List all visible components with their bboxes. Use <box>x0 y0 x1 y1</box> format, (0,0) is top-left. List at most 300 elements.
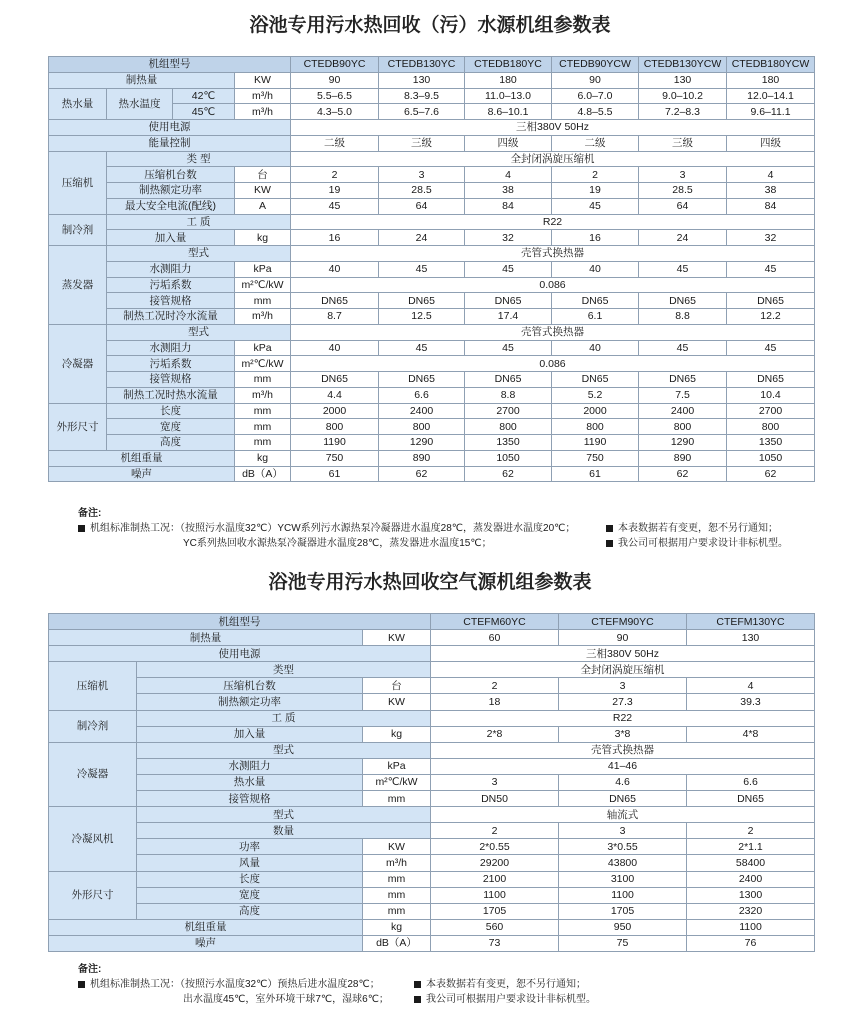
value-cell: 24 <box>379 230 465 246</box>
value-cell: R22 <box>431 710 815 726</box>
value-cell: 8.8 <box>639 309 727 325</box>
value-cell: 45 <box>379 340 465 356</box>
value-cell: DN65 <box>291 293 379 309</box>
value-cell: 950 <box>559 919 687 935</box>
bullet-icon <box>414 981 421 988</box>
value-cell: DN65 <box>559 791 687 807</box>
value-cell: 2 <box>431 823 559 839</box>
value-cell: DN65 <box>687 791 815 807</box>
table-row <box>49 742 815 758</box>
water-source-spec-table <box>48 56 815 482</box>
value-cell: 轴流式 <box>431 807 815 823</box>
value-cell: 1350 <box>727 435 815 451</box>
unit-cell: KW <box>363 630 431 646</box>
group-label: 压缩机 <box>49 662 137 710</box>
value-cell: 5.5–6.5 <box>291 88 379 104</box>
group-label: 热水量 <box>49 88 107 120</box>
value-cell: 8.6–10.1 <box>465 104 552 120</box>
value-cell: 41–46 <box>431 758 815 774</box>
table-row <box>49 135 815 151</box>
model-label: 机组型号 <box>49 614 431 630</box>
value-cell: 84 <box>727 198 815 214</box>
unit-cell: kg <box>235 450 291 466</box>
row-label: 污垢系数 <box>107 277 235 293</box>
value-cell: 64 <box>379 198 465 214</box>
unit-cell: mm <box>363 871 431 887</box>
row-label: 风量 <box>137 855 363 871</box>
value-cell: 32 <box>727 230 815 246</box>
table-row <box>49 277 815 293</box>
value-cell: 3 <box>639 167 727 183</box>
value-cell: 32 <box>465 230 552 246</box>
value-cell: 4.3–5.0 <box>291 104 379 120</box>
value-cell: DN65 <box>639 293 727 309</box>
row-label: 制热工况时冷水流量 <box>107 309 235 325</box>
table-row <box>49 807 815 823</box>
table-row <box>49 324 815 340</box>
table-row <box>49 726 815 742</box>
value-cell: 2320 <box>687 903 815 919</box>
bullet-icon <box>606 540 613 547</box>
value-cell: 8.3–9.5 <box>379 88 465 104</box>
unit-cell: mm <box>235 293 291 309</box>
value-cell: 45 <box>291 198 379 214</box>
value-cell: 75 <box>559 935 687 951</box>
row-label: 高度 <box>137 903 363 919</box>
unit-cell: kg <box>363 919 431 935</box>
row-label: 接管规格 <box>107 293 235 309</box>
value-cell: 3 <box>559 823 687 839</box>
note-text: 本表数据若有变更，恕不另行通知； <box>618 523 778 534</box>
value-cell: 四级 <box>465 135 552 151</box>
unit-cell: m³/h <box>235 387 291 403</box>
value-cell: 12.2 <box>727 309 815 325</box>
value-cell: DN65 <box>552 372 639 388</box>
notes-title: 备注: <box>78 508 102 519</box>
row-label: 宽度 <box>107 419 235 435</box>
row-label: 加入量 <box>137 726 363 742</box>
table-row <box>49 88 815 104</box>
model-cell: CTEFM90YC <box>559 614 687 630</box>
value-cell: 10.4 <box>727 387 815 403</box>
table-row <box>49 293 815 309</box>
value-cell: 800 <box>379 419 465 435</box>
row-label: 型式 <box>137 807 431 823</box>
table-row <box>49 630 815 646</box>
model-cell: CTEDB180YCW <box>727 57 815 73</box>
row-label: 热水温度 <box>107 88 173 120</box>
value-cell: 1705 <box>431 903 559 919</box>
row-label: 长度 <box>137 871 363 887</box>
value-cell: 62 <box>465 466 552 482</box>
unit-cell: m²℃/kW <box>363 774 431 790</box>
row-label: 机组重量 <box>49 919 363 935</box>
notes-right <box>606 521 821 551</box>
value-cell: 全封闭涡旋压缩机 <box>431 662 815 678</box>
row-label: 型式 <box>137 742 431 758</box>
table-row <box>49 246 815 262</box>
value-cell: 7.2–8.3 <box>639 104 727 120</box>
unit-cell: dB（A） <box>363 935 431 951</box>
value-cell: 全封闭涡旋压缩机 <box>291 151 815 167</box>
value-cell: 2400 <box>639 403 727 419</box>
table-row <box>49 309 815 325</box>
value-cell: 三级 <box>379 135 465 151</box>
unit-cell: m³/h <box>363 855 431 871</box>
value-cell: 2*0.55 <box>431 839 559 855</box>
value-cell: 二级 <box>552 135 639 151</box>
note-text: 机组标准制热工况：（按照污水温度32℃）预热后进水温度28℃； <box>90 979 380 990</box>
value-cell: 3*0.55 <box>559 839 687 855</box>
notes-left <box>78 977 408 1007</box>
table-row <box>49 57 815 73</box>
model-label: 机组型号 <box>49 57 291 73</box>
table-row <box>49 662 815 678</box>
value-cell: DN50 <box>431 791 559 807</box>
value-cell: 28.5 <box>639 183 727 199</box>
value-cell: 2400 <box>379 403 465 419</box>
group-label: 冷凝风机 <box>49 807 137 871</box>
table-row <box>49 387 815 403</box>
row-label: 加入量 <box>107 230 235 246</box>
value-cell: 19 <box>552 183 639 199</box>
row-label: 制热量 <box>49 72 235 88</box>
value-cell: 4.4 <box>291 387 379 403</box>
value-cell: 2400 <box>687 871 815 887</box>
unit-cell: m³/h <box>235 309 291 325</box>
unit-cell: m²℃/kW <box>235 277 291 293</box>
unit-cell: 台 <box>363 678 431 694</box>
value-cell: 4.8–5.5 <box>552 104 639 120</box>
value-cell: 45 <box>727 340 815 356</box>
note-text: 我公司可根据用户要求设计非标机型。 <box>618 538 788 549</box>
value-cell: 三相380V 50Hz <box>291 120 815 136</box>
value-cell: 16 <box>552 230 639 246</box>
row-label: 高度 <box>107 435 235 451</box>
value-cell: 3 <box>379 167 465 183</box>
value-cell: 1100 <box>431 887 559 903</box>
group-label: 制冷剂 <box>49 710 137 742</box>
value-cell: 1705 <box>559 903 687 919</box>
unit-cell: mm <box>235 419 291 435</box>
table1-title: 浴池专用污水热回收（污）水源机组参数表 <box>249 14 611 36</box>
row-label: 类 型 <box>107 151 291 167</box>
table1-notes <box>78 506 818 549</box>
table-row <box>49 214 815 230</box>
value-cell: 9.6–11.1 <box>727 104 815 120</box>
value-cell: 130 <box>379 72 465 88</box>
table-row <box>49 614 815 630</box>
value-cell: 2000 <box>552 403 639 419</box>
group-label: 外形尺寸 <box>49 403 107 450</box>
value-cell: 11.0–13.0 <box>465 88 552 104</box>
value-cell: 40 <box>291 261 379 277</box>
notes-left <box>78 521 598 551</box>
table-row <box>49 919 815 935</box>
unit-cell: kPa <box>363 758 431 774</box>
value-cell: 6.6 <box>687 774 815 790</box>
row-label: 水测阻力 <box>107 261 235 277</box>
table-row <box>49 758 815 774</box>
row-label: 噪声 <box>49 935 363 951</box>
group-label: 冷凝器 <box>49 742 137 806</box>
unit-cell: dB（A） <box>235 466 291 482</box>
value-cell: 40 <box>291 340 379 356</box>
value-cell: 750 <box>552 450 639 466</box>
table-row <box>49 871 815 887</box>
value-cell: 1350 <box>465 435 552 451</box>
row-label: 水测阻力 <box>107 340 235 356</box>
value-cell: 62 <box>727 466 815 482</box>
value-cell: 6.1 <box>552 309 639 325</box>
value-cell: 4 <box>727 167 815 183</box>
value-cell: 130 <box>639 72 727 88</box>
model-cell: CTEDB90YCW <box>552 57 639 73</box>
value-cell: 28.5 <box>379 183 465 199</box>
value-cell: 64 <box>639 198 727 214</box>
value-cell: 800 <box>727 419 815 435</box>
model-cell: CTEDB130YC <box>379 57 465 73</box>
value-cell: 180 <box>465 72 552 88</box>
group-label: 外形尺寸 <box>49 871 137 919</box>
value-cell: 三级 <box>639 135 727 151</box>
unit-cell: mm <box>235 372 291 388</box>
unit-cell: kg <box>363 726 431 742</box>
value-cell: 39.3 <box>687 694 815 710</box>
row-label: 制热量 <box>49 630 363 646</box>
value-cell: 130 <box>687 630 815 646</box>
note-text: 本表数据若有变更，恕不另行通知； <box>426 979 586 990</box>
note-text: 机组标准制热工况：（按照污水温度32℃）YCW系列污水源热泵冷凝器进水温度28℃，蒸发器进水温度20℃； <box>90 523 576 534</box>
value-cell: 1290 <box>379 435 465 451</box>
row-label: 数量 <box>137 823 431 839</box>
value-cell: 180 <box>727 72 815 88</box>
row-label: 长度 <box>107 403 235 419</box>
value-cell: 45 <box>639 261 727 277</box>
table-row <box>49 450 815 466</box>
unit-cell: mm <box>363 791 431 807</box>
value-cell: 61 <box>291 466 379 482</box>
row-label: 45℃ <box>173 104 235 120</box>
row-label: 制热工况时热水流量 <box>107 387 235 403</box>
value-cell: 3 <box>559 678 687 694</box>
value-cell: 29200 <box>431 855 559 871</box>
unit-cell: kPa <box>235 261 291 277</box>
table-row <box>49 261 815 277</box>
value-cell: 4.6 <box>559 774 687 790</box>
value-cell: 9.0–10.2 <box>639 88 727 104</box>
value-cell: 62 <box>639 466 727 482</box>
note-text: 我公司可根据用户要求设计非标机型。 <box>426 994 596 1005</box>
value-cell: 45 <box>465 340 552 356</box>
value-cell: 560 <box>431 919 559 935</box>
value-cell: 90 <box>291 72 379 88</box>
model-cell: CTEDB90YC <box>291 57 379 73</box>
value-cell: 12.5 <box>379 309 465 325</box>
value-cell: 2000 <box>291 403 379 419</box>
table-row <box>49 403 815 419</box>
notes-title: 备注: <box>78 964 102 975</box>
value-cell: 43800 <box>559 855 687 871</box>
value-cell: 1050 <box>727 450 815 466</box>
row-label: 型式 <box>107 246 291 262</box>
unit-cell: KW <box>235 72 291 88</box>
row-label: 接管规格 <box>107 372 235 388</box>
table-row <box>49 198 815 214</box>
value-cell: 2100 <box>431 871 559 887</box>
row-label: 热水量 <box>137 774 363 790</box>
unit-cell: m³/h <box>235 88 291 104</box>
value-cell: 16 <box>291 230 379 246</box>
row-label: 制热额定功率 <box>137 694 363 710</box>
value-cell: DN65 <box>552 293 639 309</box>
value-cell: 8.8 <box>465 387 552 403</box>
value-cell: 6.5–7.6 <box>379 104 465 120</box>
value-cell: 2 <box>431 678 559 694</box>
row-label: 制热额定功率 <box>107 183 235 199</box>
row-label: 工 质 <box>137 710 431 726</box>
value-cell: 四级 <box>727 135 815 151</box>
row-label: 最大安全电流(配线) <box>107 198 235 214</box>
value-cell: DN65 <box>465 293 552 309</box>
value-cell: 750 <box>291 450 379 466</box>
group-label: 压缩机 <box>49 151 107 214</box>
value-cell: 24 <box>639 230 727 246</box>
value-cell: 壳管式换热器 <box>431 742 815 758</box>
value-cell: 45 <box>727 261 815 277</box>
value-cell: DN65 <box>291 372 379 388</box>
value-cell: 2*8 <box>431 726 559 742</box>
value-cell: 19 <box>291 183 379 199</box>
value-cell: 800 <box>552 419 639 435</box>
value-cell: 2*1.1 <box>687 839 815 855</box>
value-cell: 73 <box>431 935 559 951</box>
table-row <box>49 466 815 482</box>
value-cell: 1290 <box>639 435 727 451</box>
value-cell: 12.0–14.1 <box>727 88 815 104</box>
value-cell: 6.0–7.0 <box>552 88 639 104</box>
value-cell: DN65 <box>379 293 465 309</box>
value-cell: DN65 <box>379 372 465 388</box>
value-cell: 58400 <box>687 855 815 871</box>
value-cell: 壳管式换热器 <box>291 324 815 340</box>
row-label: 接管规格 <box>137 791 363 807</box>
value-cell: 45 <box>465 261 552 277</box>
table-row <box>49 823 815 839</box>
value-cell: 61 <box>552 466 639 482</box>
value-cell: 壳管式换热器 <box>291 246 815 262</box>
value-cell: 4 <box>687 678 815 694</box>
bullet-icon <box>78 525 85 532</box>
value-cell: 90 <box>552 72 639 88</box>
row-label: 工 质 <box>107 214 291 230</box>
table-row <box>49 340 815 356</box>
value-cell: 2 <box>552 167 639 183</box>
value-cell: R22 <box>291 214 815 230</box>
unit-cell: KW <box>235 183 291 199</box>
table-row <box>49 903 815 919</box>
unit-cell: kPa <box>235 340 291 356</box>
value-cell: 60 <box>431 630 559 646</box>
value-cell: 1100 <box>559 887 687 903</box>
table-row <box>49 120 815 136</box>
unit-cell: mm <box>363 887 431 903</box>
row-label: 型式 <box>107 324 291 340</box>
notes-right <box>414 977 674 1007</box>
unit-cell: mm <box>363 903 431 919</box>
table2-title: 浴池专用污水热回收空气源机组参数表 <box>268 571 592 593</box>
value-cell: 45 <box>639 340 727 356</box>
value-cell: 0.086 <box>291 356 815 372</box>
table-row <box>49 855 815 871</box>
unit-cell: A <box>235 198 291 214</box>
table-row <box>49 435 815 451</box>
table-row <box>49 372 815 388</box>
table-row <box>49 151 815 167</box>
table-row <box>49 839 815 855</box>
model-cell: CTEFM60YC <box>431 614 559 630</box>
unit-cell: m³/h <box>235 104 291 120</box>
bullet-icon <box>78 981 85 988</box>
value-cell: 18 <box>431 694 559 710</box>
bullet-icon <box>606 525 613 532</box>
row-label: 水测阻力 <box>137 758 363 774</box>
value-cell: 5.2 <box>552 387 639 403</box>
group-label: 蒸发器 <box>49 246 107 325</box>
value-cell: 40 <box>552 261 639 277</box>
table-row <box>49 356 815 372</box>
value-cell: 1300 <box>687 887 815 903</box>
table-row <box>49 774 815 790</box>
row-label: 压缩机台数 <box>107 167 235 183</box>
table-row <box>49 419 815 435</box>
value-cell: 90 <box>559 630 687 646</box>
value-cell: 27.3 <box>559 694 687 710</box>
value-cell: 45 <box>552 198 639 214</box>
group-label: 冷凝器 <box>49 324 107 403</box>
row-label: 功率 <box>137 839 363 855</box>
table-row <box>49 694 815 710</box>
unit-cell: 台 <box>235 167 291 183</box>
value-cell: 4 <box>465 167 552 183</box>
unit-cell: KW <box>363 839 431 855</box>
value-cell: 62 <box>379 466 465 482</box>
table-row <box>49 183 815 199</box>
row-label: 能量控制 <box>49 135 291 151</box>
value-cell: 800 <box>291 419 379 435</box>
value-cell: 800 <box>465 419 552 435</box>
unit-cell: m²℃/kW <box>235 356 291 372</box>
unit-cell: KW <box>363 694 431 710</box>
value-cell: 38 <box>465 183 552 199</box>
row-label: 压缩机台数 <box>137 678 363 694</box>
value-cell: 3100 <box>559 871 687 887</box>
value-cell: 76 <box>687 935 815 951</box>
value-cell: 17.4 <box>465 309 552 325</box>
value-cell: 2 <box>291 167 379 183</box>
value-cell: 3*8 <box>559 726 687 742</box>
value-cell: 8.7 <box>291 309 379 325</box>
row-label: 使用电源 <box>49 646 431 662</box>
row-label: 污垢系数 <box>107 356 235 372</box>
value-cell: 890 <box>639 450 727 466</box>
value-cell: 1190 <box>552 435 639 451</box>
value-cell: 4*8 <box>687 726 815 742</box>
air-source-spec-table <box>48 613 815 952</box>
value-cell: DN65 <box>727 372 815 388</box>
row-label: 噪声 <box>49 466 235 482</box>
row-label: 宽度 <box>137 887 363 903</box>
